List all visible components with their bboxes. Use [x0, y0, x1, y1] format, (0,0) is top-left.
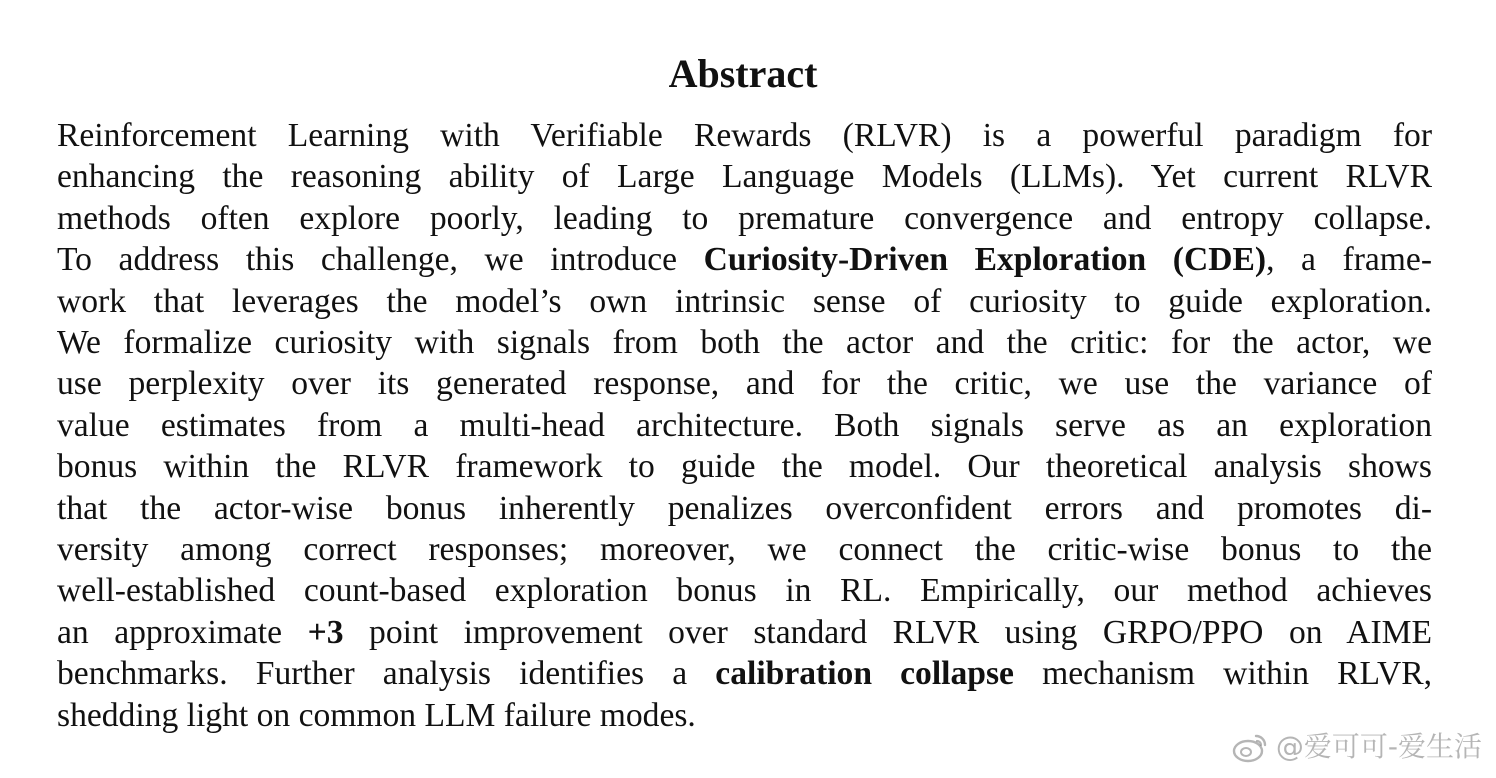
- abstract-line: [57, 446, 1432, 487]
- abstract-heading: Abstract: [668, 51, 818, 96]
- watermark: [1232, 730, 1482, 764]
- abstract-line: [57, 612, 1432, 653]
- abstract-line: [57, 529, 1432, 570]
- abstract-line: [57, 488, 1432, 529]
- abstract-line: [57, 570, 1432, 611]
- abstract-line: [57, 156, 1432, 197]
- weibo-icon: [1232, 731, 1270, 763]
- bold-term: calibration collapse: [715, 655, 1014, 693]
- watermark-handle: @爱可可-爱生活: [1275, 730, 1482, 763]
- text-run: point improvement over standard RLVR using GRPO/PPO on AIME: [343, 613, 1432, 651]
- text-run: enhancing the reasoning ability of Large Language Models (LLMs). Yet current RLVR: [57, 158, 1432, 196]
- abstract-line: [57, 322, 1432, 363]
- text-run: We formalize curiosity with signals from both the actor and the critic: for the actor, we: [57, 324, 1432, 362]
- bold-term: +3: [307, 613, 344, 651]
- text-run: , a frame-: [1266, 241, 1433, 279]
- text-run: shedding light on common LLM failure modes.: [57, 696, 696, 734]
- text-run: benchmarks. Further analysis identifies a: [57, 655, 716, 693]
- text-run: that the actor-wise bonus inherently penalizes overconfident errors and promotes di-: [57, 489, 1432, 527]
- abstract-line: [57, 115, 1432, 156]
- text-run: bonus within the RLVR framework to guide the model. Our theoretical analysis shows: [57, 448, 1432, 486]
- abstract-line: [57, 653, 1432, 694]
- text-run: an approximate: [57, 613, 308, 651]
- abstract-line: [57, 363, 1432, 404]
- text-run: versity among correct responses; moreover, we connect the critic-wise bonus to the: [57, 531, 1432, 569]
- abstract-line: [57, 239, 1432, 280]
- abstract-line: [57, 198, 1432, 239]
- abstract-line: [57, 405, 1432, 446]
- text-run: mechanism within RLVR,: [1013, 655, 1433, 693]
- text-run: To address this challenge, we introduce: [57, 241, 704, 279]
- text-run: methods often explore poorly, leading to premature convergence and entropy collapse.: [57, 199, 1432, 237]
- abstract-line: [57, 281, 1432, 322]
- text-run: well-established count-based exploration bonus in RL. Empirically, our method achieves: [57, 572, 1432, 610]
- bold-term: Curiosity-Driven Exploration (CDE): [703, 241, 1267, 279]
- abstract-text: [57, 115, 1432, 736]
- abstract-line: [57, 695, 1432, 736]
- text-run: work that leverages the model’s own intrinsic sense of curiosity to guide exploration.: [57, 282, 1432, 320]
- text-run: Reinforcement Learning with Verifiable Rewards (RLVR) is a powerful paradigm for: [57, 117, 1432, 154]
- text-run: value estimates from a multi-head architecture. Both signals serve as an exploration: [57, 406, 1432, 444]
- text-run: use perplexity over its generated response, and for the critic, we use the variance of: [57, 365, 1432, 403]
